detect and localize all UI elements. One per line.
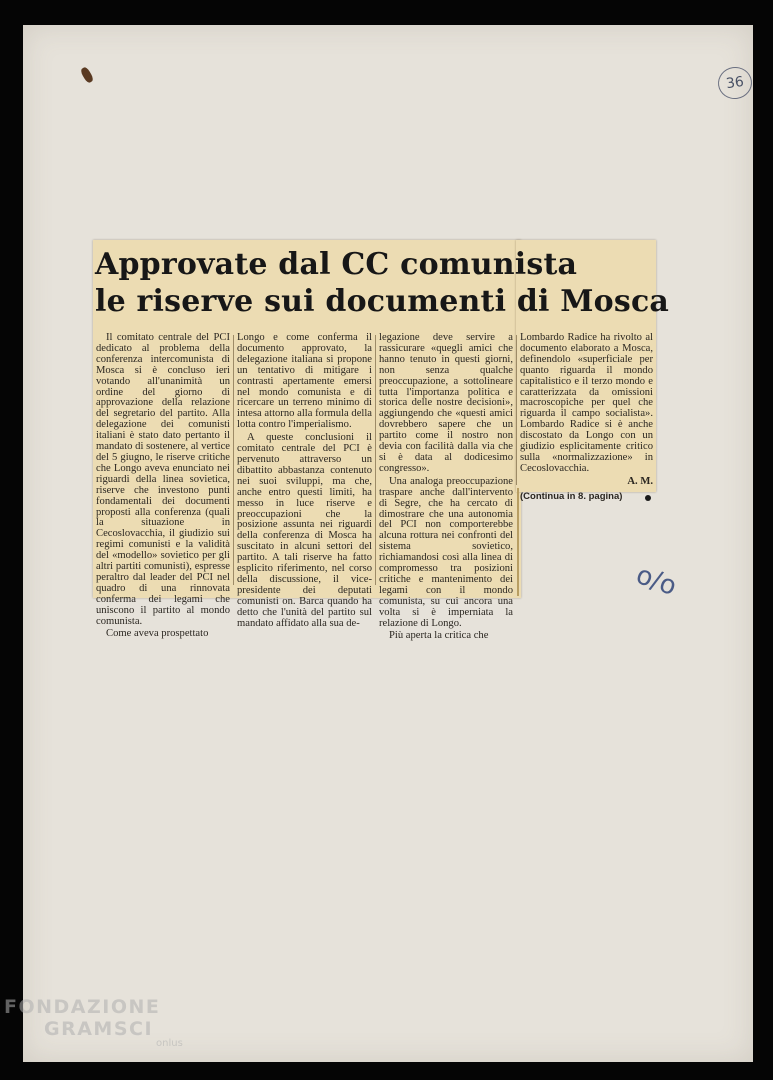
column-divider <box>233 335 234 585</box>
author-signature: A. M. <box>627 475 653 487</box>
watermark-small: onlus <box>156 1038 183 1049</box>
handwritten-annotation: o/o <box>632 559 681 603</box>
column-divider <box>375 335 376 585</box>
article-column-2 <box>237 333 372 631</box>
paragraph: Come aveva prospettato <box>106 628 209 640</box>
paragraph: legazione deve servire a rassicurare «quegli amici che hanno tenuto in questi giorni, non senza qualche preoccupazione, a sottolineare tutta l'importanza politica e storica delle nostre decisioni», aggiungendo che «questi amici dovrebbero sapere che un partito come il nostro non devia con facilità dalla via che si è data al dodicesimo congresso». <box>379 332 513 474</box>
paragraph: Il comitato centrale del PCI dedicato al problema della conferenza intercomunista di Mosca si è concluso ieri votando all'unanimità un ordine del giorno di approvazione della relazione del segretario del partito. Alla delegazione dei comunisti italiani è stato dato pertanto il mandato di sostenere, al vertice del 5 giugno, le riserve critiche che Longo aveva enunciato nei riguardi della linea sovietica, riserve che investono punti fondamentali dei documenti proposti alla conferenza (quali la situazione in Cecoslovacchia, il giudizio sui regimi comunisti e la validità del «modello» sovietico per gli altri partiti comunisti), espresse peraltro dal leader del PCI nel quadro di una rinnovata conferma dei legami che uniscono il partito al mondo comunista. <box>96 332 230 627</box>
article-column-4 <box>520 333 653 503</box>
archive-watermark <box>4 996 183 1049</box>
column-divider <box>516 335 517 485</box>
article-column-3 <box>379 333 513 644</box>
paragraph: Longo e come conferma il documento approvato, la delegazione italiana si propone un tentativo di mitigare i contrasti apertamente emersi nel mondo comunista e di ricercare un terreno minimo di intesa attorno alla formula della lotta contro l'imperialismo. <box>237 332 372 431</box>
article-column-1 <box>96 333 230 642</box>
headline-line-2: le riserve sui documenti di Mosca <box>95 284 670 319</box>
watermark-line-2: GRAMSCI <box>44 1018 154 1040</box>
page-number-stamp: 36 <box>716 65 754 101</box>
clipping-edge <box>517 488 519 596</box>
paragraph: Lombardo Radice ha rivolto al documento elaborato a Mosca, definendolo «superficiale per quanto riguarda il mondo capitalistico e il terzo mondo e caratterizzata da omissioni macroscopiche per quel che riguarda il campo socialista». Lombardo Radice si è anche discostato da Longo con un giudizio esplicitamente critico sulla «normalizzazione» in Cecoslovacchia. <box>520 332 653 474</box>
watermark-line-1: FONDAZIONE <box>4 996 161 1018</box>
continuation-text: (Continua in 8. pagina) <box>520 490 623 502</box>
article-headline <box>95 246 670 320</box>
headline-line-1: Approvate dal CC comunista <box>95 247 578 282</box>
ink-stain <box>80 66 95 84</box>
bullet-icon <box>645 495 651 501</box>
continuation-note <box>520 492 653 503</box>
paragraph: A queste conclusioni il comitato centrale del PCI è pervenuto attraverso un dibattito abbastanza contenuto nei suoi sviluppi, ma che, anche entro questi limiti, ha messo in luce riserve e preoccupazioni che la posizione assunta nei riguardi della conferenza di Mosca ha suscitato in alcuni settori del partito. A tali riserve ha fatto esplicito riferimento, nel corso della discussione, il vice-presidente dei deputati comunisti on. Barca quando ha detto che l'unità del partito sul mandato affidato alla sua de- <box>237 432 372 629</box>
paragraph: Una analoga preoccupazione traspare anche dall'intervento di Segre, che ha cercato di dimostrare che una autonomia del PCI non comporterebbe alcuna rottura nei confronti del sistema sovietico, richiamandosi così alla linea di compromesso tra posizioni critiche e mantenimento dei legami con il mondo comunista, su cui ancora una volta si è imperniata la relazione di Longo. <box>379 475 513 629</box>
paragraph: Più aperta la critica che <box>389 630 489 642</box>
